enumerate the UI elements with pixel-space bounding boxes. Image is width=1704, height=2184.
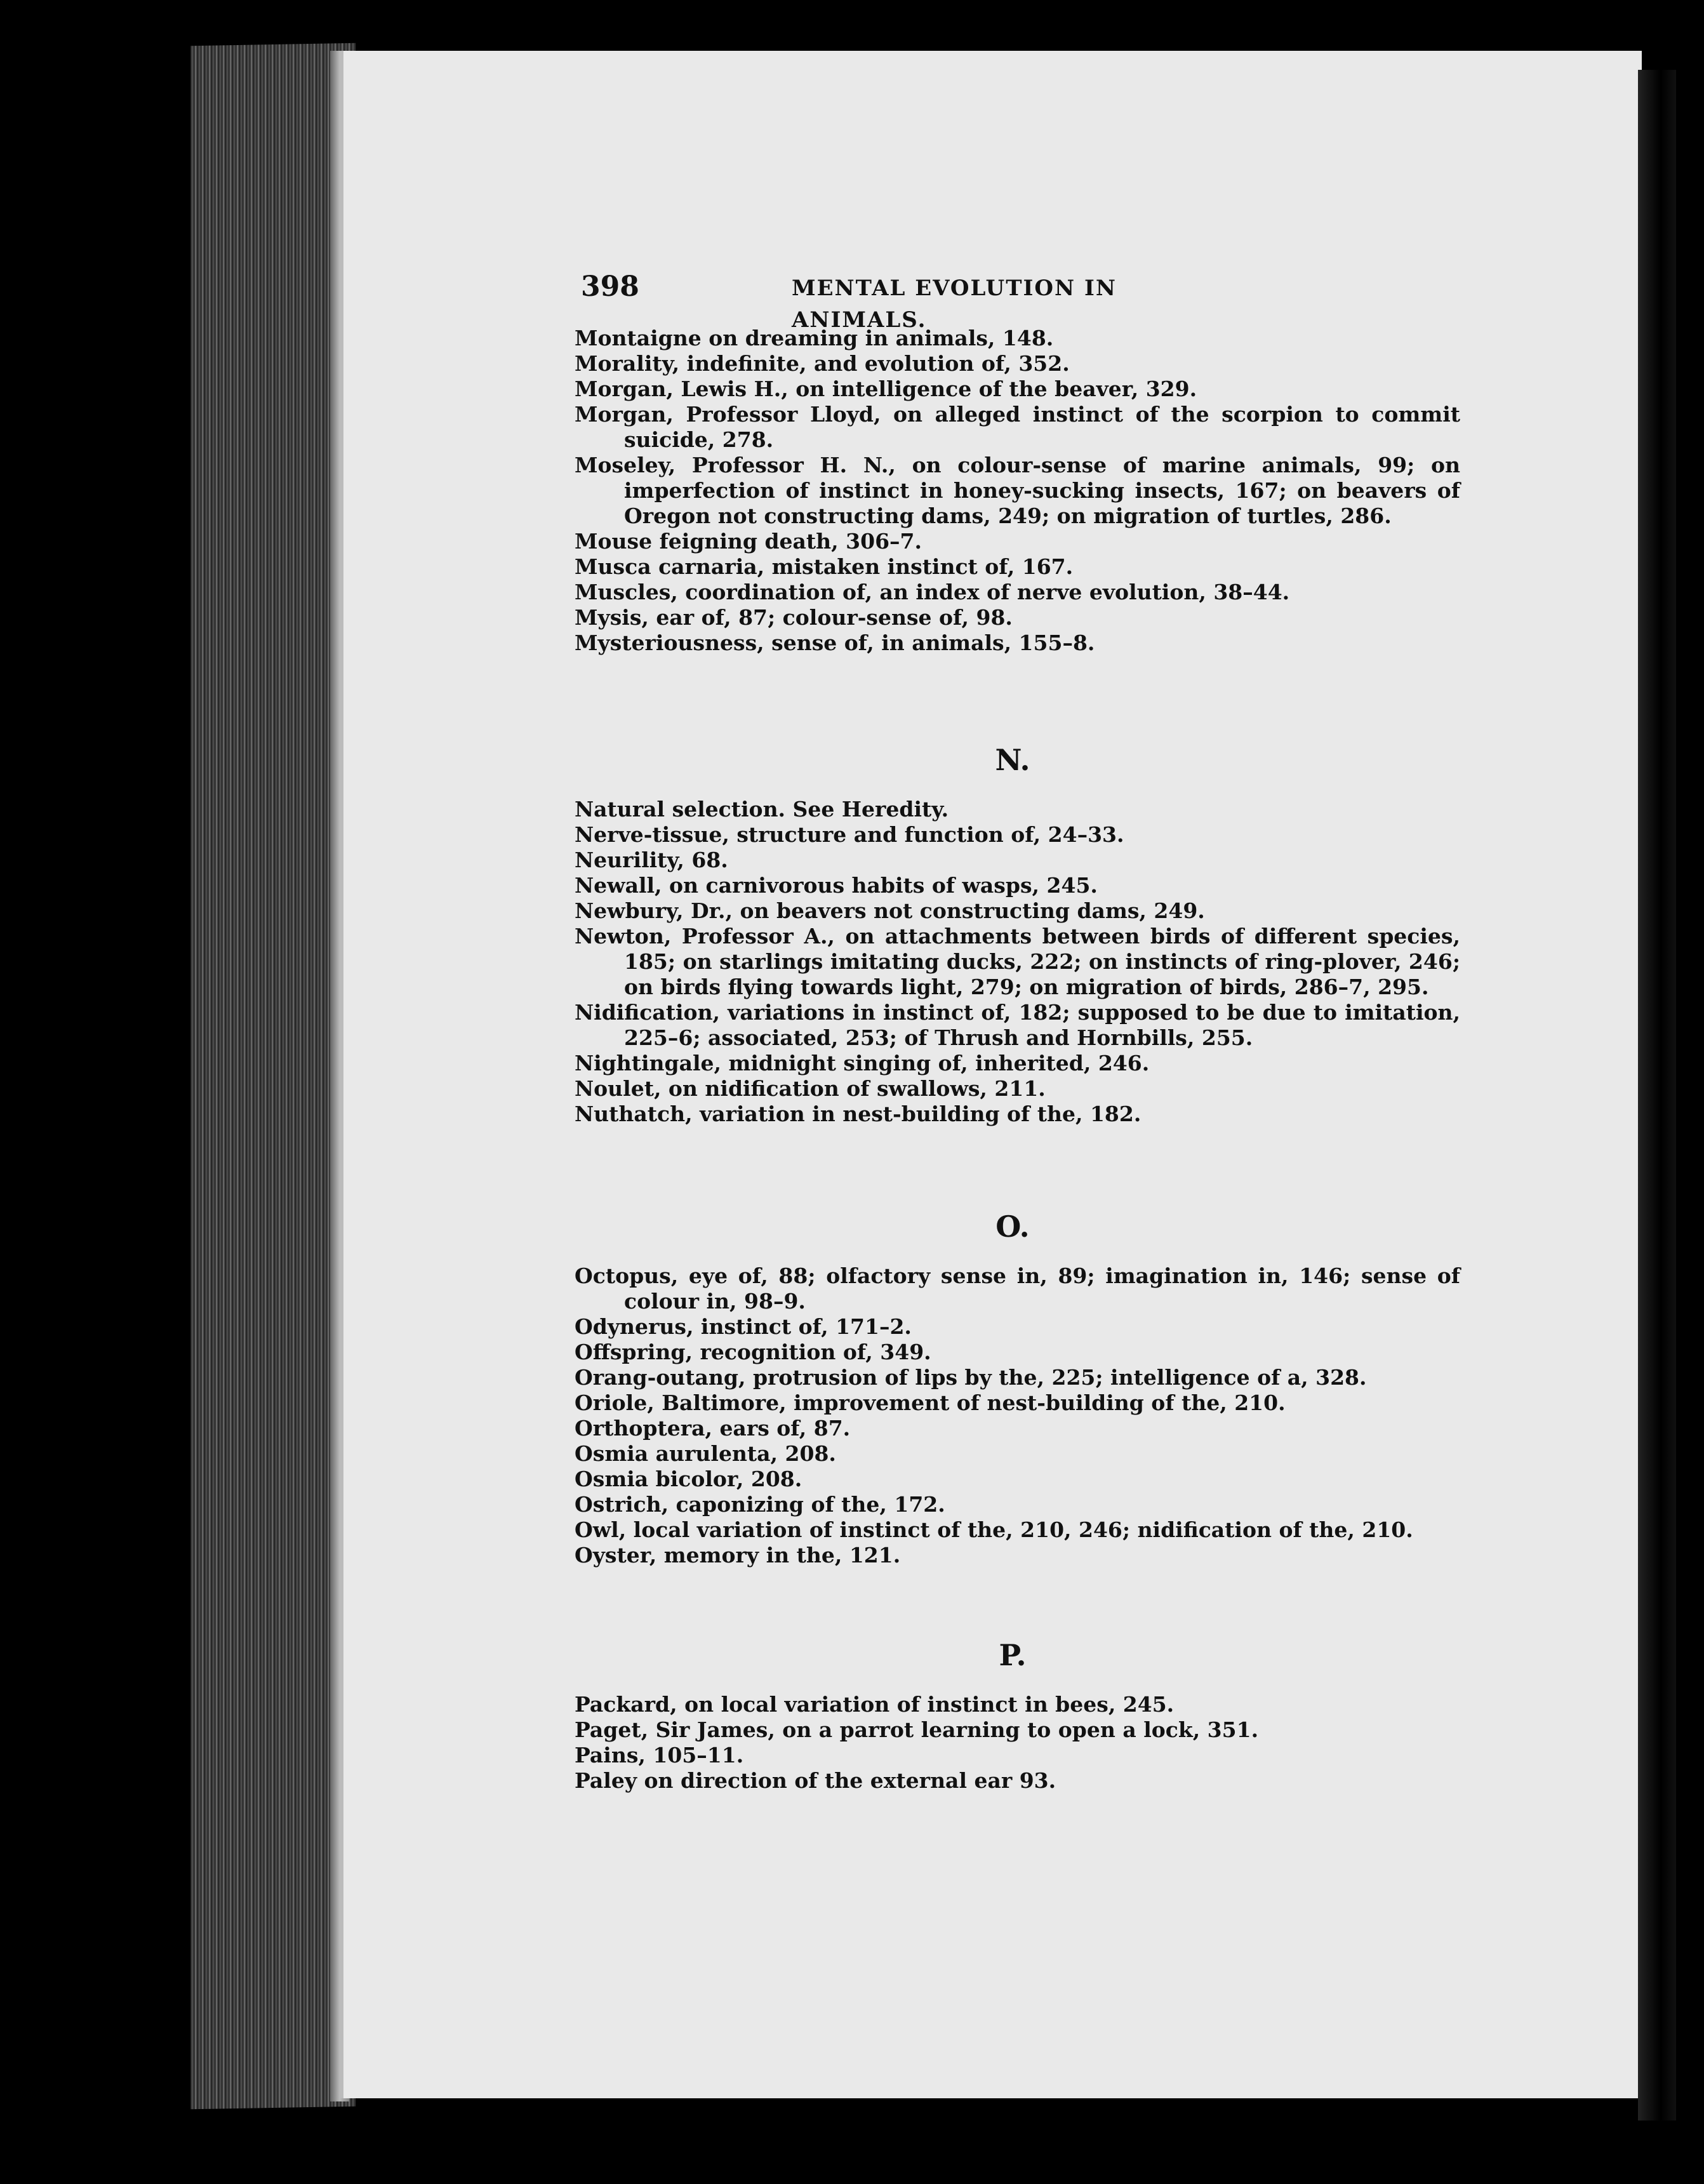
index-entry: Paget, Sir James, on a parrot learning to open a lock, 351. xyxy=(575,1717,1259,1742)
section-letter-n: N. xyxy=(995,743,1030,777)
index-entry: Moseley, Professor H. N., on colour-sense of marine animals, 99; on imperfection of instinct in honey-sucking insects, 167; on beavers of Oregon not constructing dams, 249; on migration of turtles, 286. xyxy=(575,453,1460,528)
index-entry: Mouse feigning death, 306–7. xyxy=(575,529,922,554)
index-entry: Muscles, coordination of, an index of nerve evolution, 38–44. xyxy=(575,580,1290,604)
index-entry: Odynerus, instinct of, 171–2. xyxy=(575,1314,912,1339)
index-entry: Neurility, 68. xyxy=(575,848,728,872)
index-entry: Nightingale, midnight singing of, inherited, 246. xyxy=(575,1051,1150,1075)
index-entry: Morgan, Professor Lloyd, on alleged instinct of the scorpion to commit suicide, 278. xyxy=(575,402,1460,452)
index-entry: Offspring, recognition of, 349. xyxy=(575,1340,931,1364)
index-entry: Natural selection. See Heredity. xyxy=(575,797,949,822)
index-section-o xyxy=(575,1263,1460,1568)
index-entry: Osmia bicolor, 208. xyxy=(575,1467,802,1491)
index-entry: Nuthatch, variation in nest-building of the, 182. xyxy=(575,1102,1142,1126)
index-entry: Oyster, memory in the, 121. xyxy=(575,1543,901,1568)
index-entry: Nidification, variations in instinct of, 182; supposed to be due to imitation, 225–6; associated, 253; of Thrush and Hornbills, 255. xyxy=(575,1000,1460,1050)
facing-page-edge xyxy=(1638,70,1676,2121)
index-entry: Noulet, on nidification of swallows, 211. xyxy=(575,1076,1046,1101)
index-entry: Newbury, Dr., on beavers not constructing dams, 249. xyxy=(575,898,1205,923)
index-entry: Packard, on local variation of instinct in bees, 245. xyxy=(575,1692,1175,1717)
index-entry: Osmia aurulenta, 208. xyxy=(575,1441,836,1466)
index-entry: Newall, on carnivorous habits of wasps, 245. xyxy=(575,873,1098,898)
index-section-n xyxy=(575,797,1460,1127)
index-entry: Morgan, Lewis H., on intelligence of the beaver, 329. xyxy=(575,376,1197,401)
index-section-m xyxy=(575,326,1460,656)
index-entry: Montaigne on dreaming in animals, 148. xyxy=(575,326,1054,350)
index-entry: Pains, 105–11. xyxy=(575,1743,744,1768)
running-title: MENTAL EVOLUTION IN ANIMALS. xyxy=(792,276,1117,333)
index-entry: Mysis, ear of, 87; colour-sense of, 98. xyxy=(575,605,1013,630)
index-section-p xyxy=(575,1692,1460,1794)
index-entry: Orang-outang, protrusion of lips by the, 225; intelligence of a, 328. xyxy=(575,1365,1367,1390)
index-entry: Musca carnaria, mistaken instinct of, 167. xyxy=(575,554,1074,579)
index-entry: Morality, indefinite, and evolution of, 352. xyxy=(575,351,1070,376)
index-entry: Owl, local variation of instinct of the, 210, 246; nidification of the, 210. xyxy=(575,1517,1413,1542)
index-entry: Orthoptera, ears of, 87. xyxy=(575,1416,851,1441)
section-letter-o: O. xyxy=(995,1209,1030,1244)
page-header xyxy=(581,270,1260,333)
index-entry: Octopus, eye of, 88; olfactory sense in, 89; imagination in, 146; sense of colour in, 98–9. xyxy=(575,1263,1460,1314)
index-entry: Oriole, Baltimore, improvement of nest-building of the, 210. xyxy=(575,1390,1286,1415)
index-entry: Nerve-tissue, structure and function of, 24–33. xyxy=(575,822,1124,847)
page-number: 398 xyxy=(581,270,639,303)
section-letter-p: P. xyxy=(999,1638,1027,1672)
index-entry: Paley on direction of the external ear 93. xyxy=(575,1768,1056,1793)
index-entry: Newton, Professor A., on attachments between birds of different species, 185; on starlings imitating ducks, 222; on instincts of ring-plover, 246; on birds flying towards light, 279; on migration of birds, 286–7, 295. xyxy=(575,924,1460,999)
index-entry: Mysteriousness, sense of, in animals, 155–8. xyxy=(575,630,1095,655)
index-entry: Ostrich, caponizing of the, 172. xyxy=(575,1492,945,1517)
